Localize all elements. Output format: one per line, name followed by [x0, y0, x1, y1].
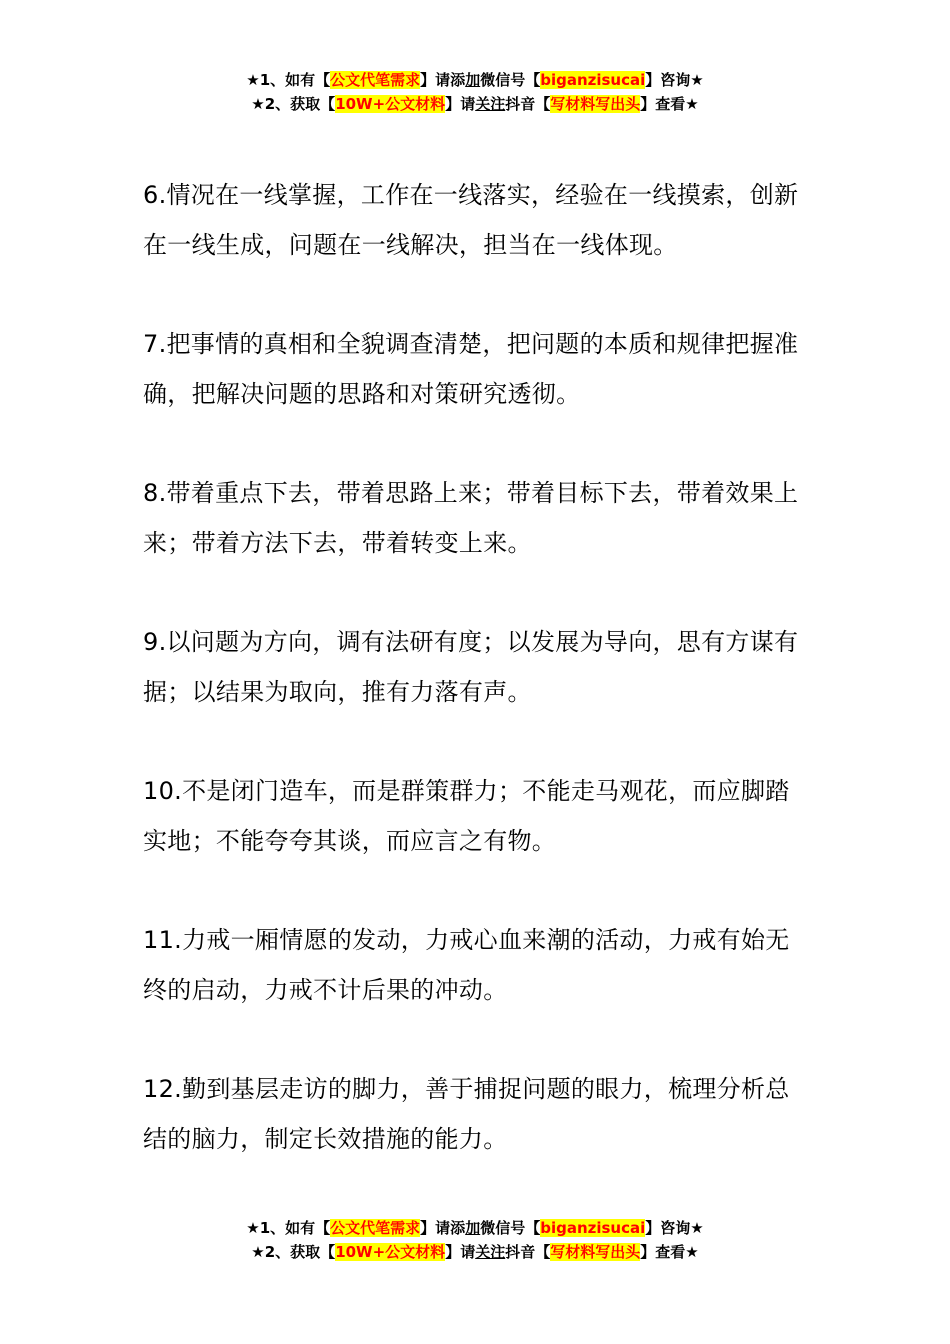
paragraph-10: 10.不是闭门造车，而是群策群力；不能走马观花，而应脚踏实地；不能夸夸其谈，而应言之有物。 — [143, 777, 790, 855]
paragraph-9: 9.以问题为方向，调有法研有度；以发展为导向，思有方谋有据；以结果为取向，推有力落有声。 — [143, 628, 799, 706]
footer-line-1-underlined: 加 — [465, 1219, 481, 1237]
footer-line-1-highlight-wechat: biganzisucai — [540, 1219, 646, 1237]
footer-line-1-mid-1: 】请添 — [420, 1219, 466, 1237]
banner-line-1-underlined: 加 — [465, 71, 481, 89]
footer-line-2-mid-1: 】请 — [445, 1243, 476, 1261]
footer-line-2-underlined: 关注 — [475, 1243, 506, 1261]
banner-line-2 — [0, 92, 950, 116]
footer-line-2-highlight-douyin: 写材料写出头 — [550, 1243, 641, 1261]
banner-line-1 — [0, 68, 950, 92]
banner-line-1-highlight-service: 公文代笔需求 — [330, 71, 421, 89]
paragraph-6: 6.情况在一线掌握，工作在一线落实，经验在一线摸索，创新在一线生成，问题在一线解决，担当在一线体现。 — [143, 181, 799, 259]
footer-line-1-prefix: ★1、如有【 — [246, 1219, 331, 1237]
paragraph-12: 12.勤到基层走访的脚力，善于捕捉问题的眼力，梳理分析总结的脑力，制定长效措施的能力。 — [143, 1075, 790, 1153]
banner-line-2-highlight-douyin: 写材料写出头 — [550, 95, 641, 113]
footer-line-1-suffix: 】咨询★ — [645, 1219, 704, 1237]
banner-line-1-highlight-wechat: biganzisucai — [540, 71, 646, 89]
banner-line-2-prefix: ★2、获取【 — [251, 95, 336, 113]
footer-line-2-suffix: 】查看★ — [640, 1243, 699, 1261]
banner-line-2-underlined: 关注 — [475, 95, 506, 113]
footer-line-2-highlight-materials: 10W+公文材料 — [335, 1243, 446, 1261]
footer-line-1-highlight-service: 公文代笔需求 — [330, 1219, 421, 1237]
footer-line-2-prefix: ★2、获取【 — [251, 1243, 336, 1261]
footer-banner-line-2 — [0, 1240, 950, 1264]
footer-banner-line-1 — [0, 1216, 950, 1240]
banner-line-2-highlight-materials: 10W+公文材料 — [335, 95, 446, 113]
banner-line-1-suffix: 】咨询★ — [645, 71, 704, 89]
banner-line-2-suffix: 】查看★ — [640, 95, 699, 113]
paragraph-8: 8.带着重点下去，带着思路上来；带着目标下去，带着效果上来；带着方法下去，带着转变上来。 — [143, 479, 799, 557]
footer-line-2-mid-2: 抖音【 — [505, 1243, 551, 1261]
header-banner — [0, 68, 950, 116]
banner-line-2-mid-2: 抖音【 — [505, 95, 551, 113]
paragraph-7: 7.把事情的真相和全貌调查清楚，把问题的本质和规律把握准确，把解决问题的思路和对策研究透彻。 — [143, 330, 799, 408]
banner-line-1-prefix: ★1、如有【 — [246, 71, 331, 89]
banner-line-2-mid-1: 】请 — [445, 95, 476, 113]
banner-line-1-mid-2: 微信号【 — [480, 71, 541, 89]
banner-line-1-mid-1: 】请添 — [420, 71, 466, 89]
footer-line-1-mid-2: 微信号【 — [480, 1219, 541, 1237]
paragraph-11: 11.力戒一厢情愿的发动，力戒心血来潮的活动，力戒有始无终的启动，力戒不计后果的冲动。 — [143, 926, 790, 1004]
document-body — [143, 170, 813, 1213]
footer-banner — [0, 1216, 950, 1264]
